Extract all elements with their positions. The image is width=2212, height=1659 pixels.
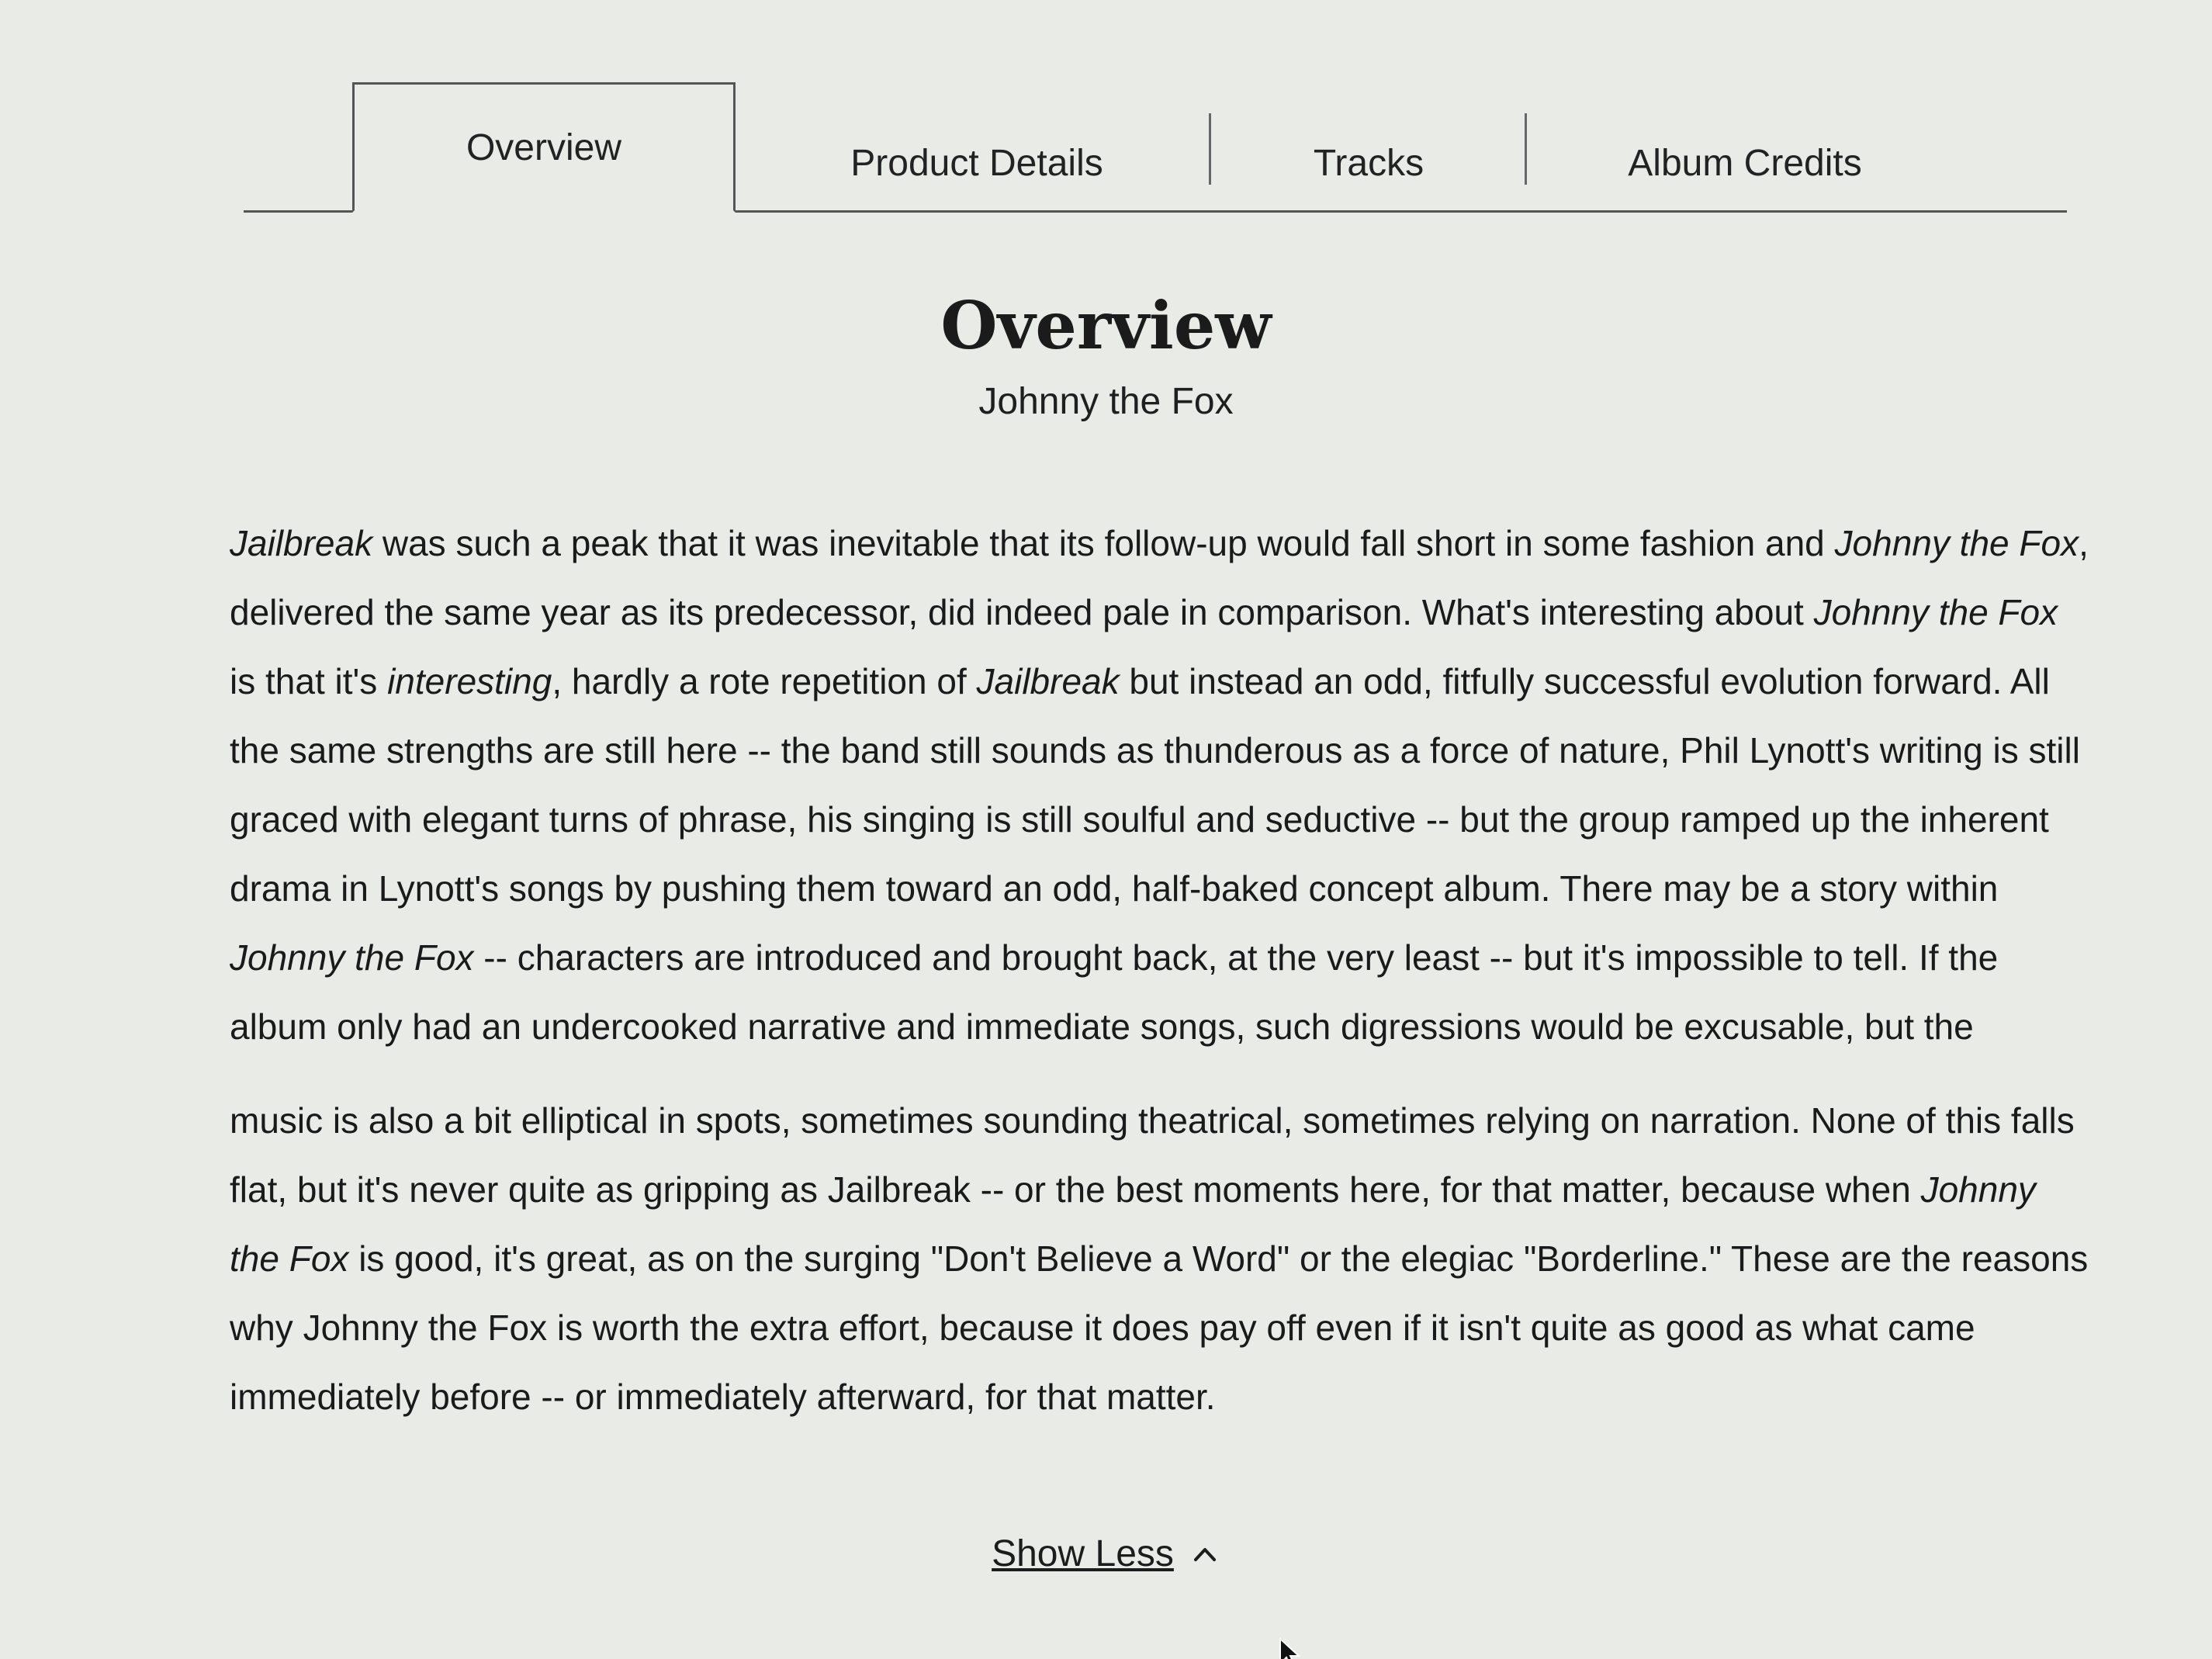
tab-album-credits[interactable]: Album Credits — [1628, 142, 1862, 184]
tab-product-details[interactable]: Product Details — [850, 142, 1103, 184]
overview-paragraph-2 — [230, 1086, 2092, 1432]
italic-text: interesting — [387, 661, 552, 701]
chevron-up-icon[interactable] — [1189, 1539, 1220, 1570]
tab-tracks[interactable]: Tracks — [1313, 142, 1424, 184]
text-segment: is good, it's great, as on the surging "Don't Believe a Word" or the elegiac "Borderline." These are the reasons why Johnny the Fox is worth the extra effort, because it does pay off even if it isn't quite as good as what came immediately before -- or immediately afterward, for that matter. — [230, 1238, 2089, 1417]
italic-text: Jailbreak — [230, 523, 373, 563]
italic-text: Johnny the Fox — [230, 1169, 2036, 1279]
tab-bar — [244, 82, 2067, 213]
italic-text: Johnny the Fox — [1813, 592, 2058, 632]
italic-text: Johnny the Fox — [1834, 523, 2079, 563]
album-title: Johnny the Fox — [978, 381, 1234, 422]
italic-text: Jailbreak — [976, 661, 1120, 701]
italic-text: Johnny the Fox — [230, 937, 474, 978]
show-less-control[interactable] — [0, 1533, 2212, 1575]
section-heading: Overview — [940, 287, 1272, 364]
text-segment: but instead an odd, fitfully successful evolution forward. All the same strengths are still here -- the band still sounds as thunderous as a force of nature, Phil Lynott's writing is still graced with elegant turns of phrase, his singing is still soulful and seductive -- but the group ramped up the inherent drama in Lynott's songs by pushing them toward an odd, half-baked concept album. There may be a story within — [230, 661, 2080, 909]
tab-overview[interactable]: Overview — [352, 82, 736, 213]
mouse-pointer-icon — [1279, 1637, 1302, 1659]
text-segment: , delivered the same year as its predecessor, did indeed pale in comparison. What's interesting about — [230, 523, 2089, 632]
text-segment: is that it's — [230, 661, 388, 701]
overview-paragraph-1 — [230, 509, 2092, 1062]
text-segment: was such a peak that it was inevitable that its follow-up would fall short in some fashion and — [372, 523, 1835, 563]
overview-text — [230, 509, 2092, 1432]
text-segment: , hardly a rote repetition of — [552, 661, 977, 701]
show-less-link[interactable]: Show Less — [992, 1533, 1174, 1574]
text-segment: -- characters are introduced and brought back, at the very least -- but it's impossible to tell. If the album only had an undercooked narrative and immediate songs, such digressions would be excusable, but the — [230, 937, 1999, 1047]
text-segment: music is also a bit elliptical in spots, sometimes sounding theatrical, sometimes relying on narration. None of this falls flat, but it's never quite as gripping as Jailbreak -- or the best moments here, for that matter, because when — [230, 1100, 2075, 1210]
